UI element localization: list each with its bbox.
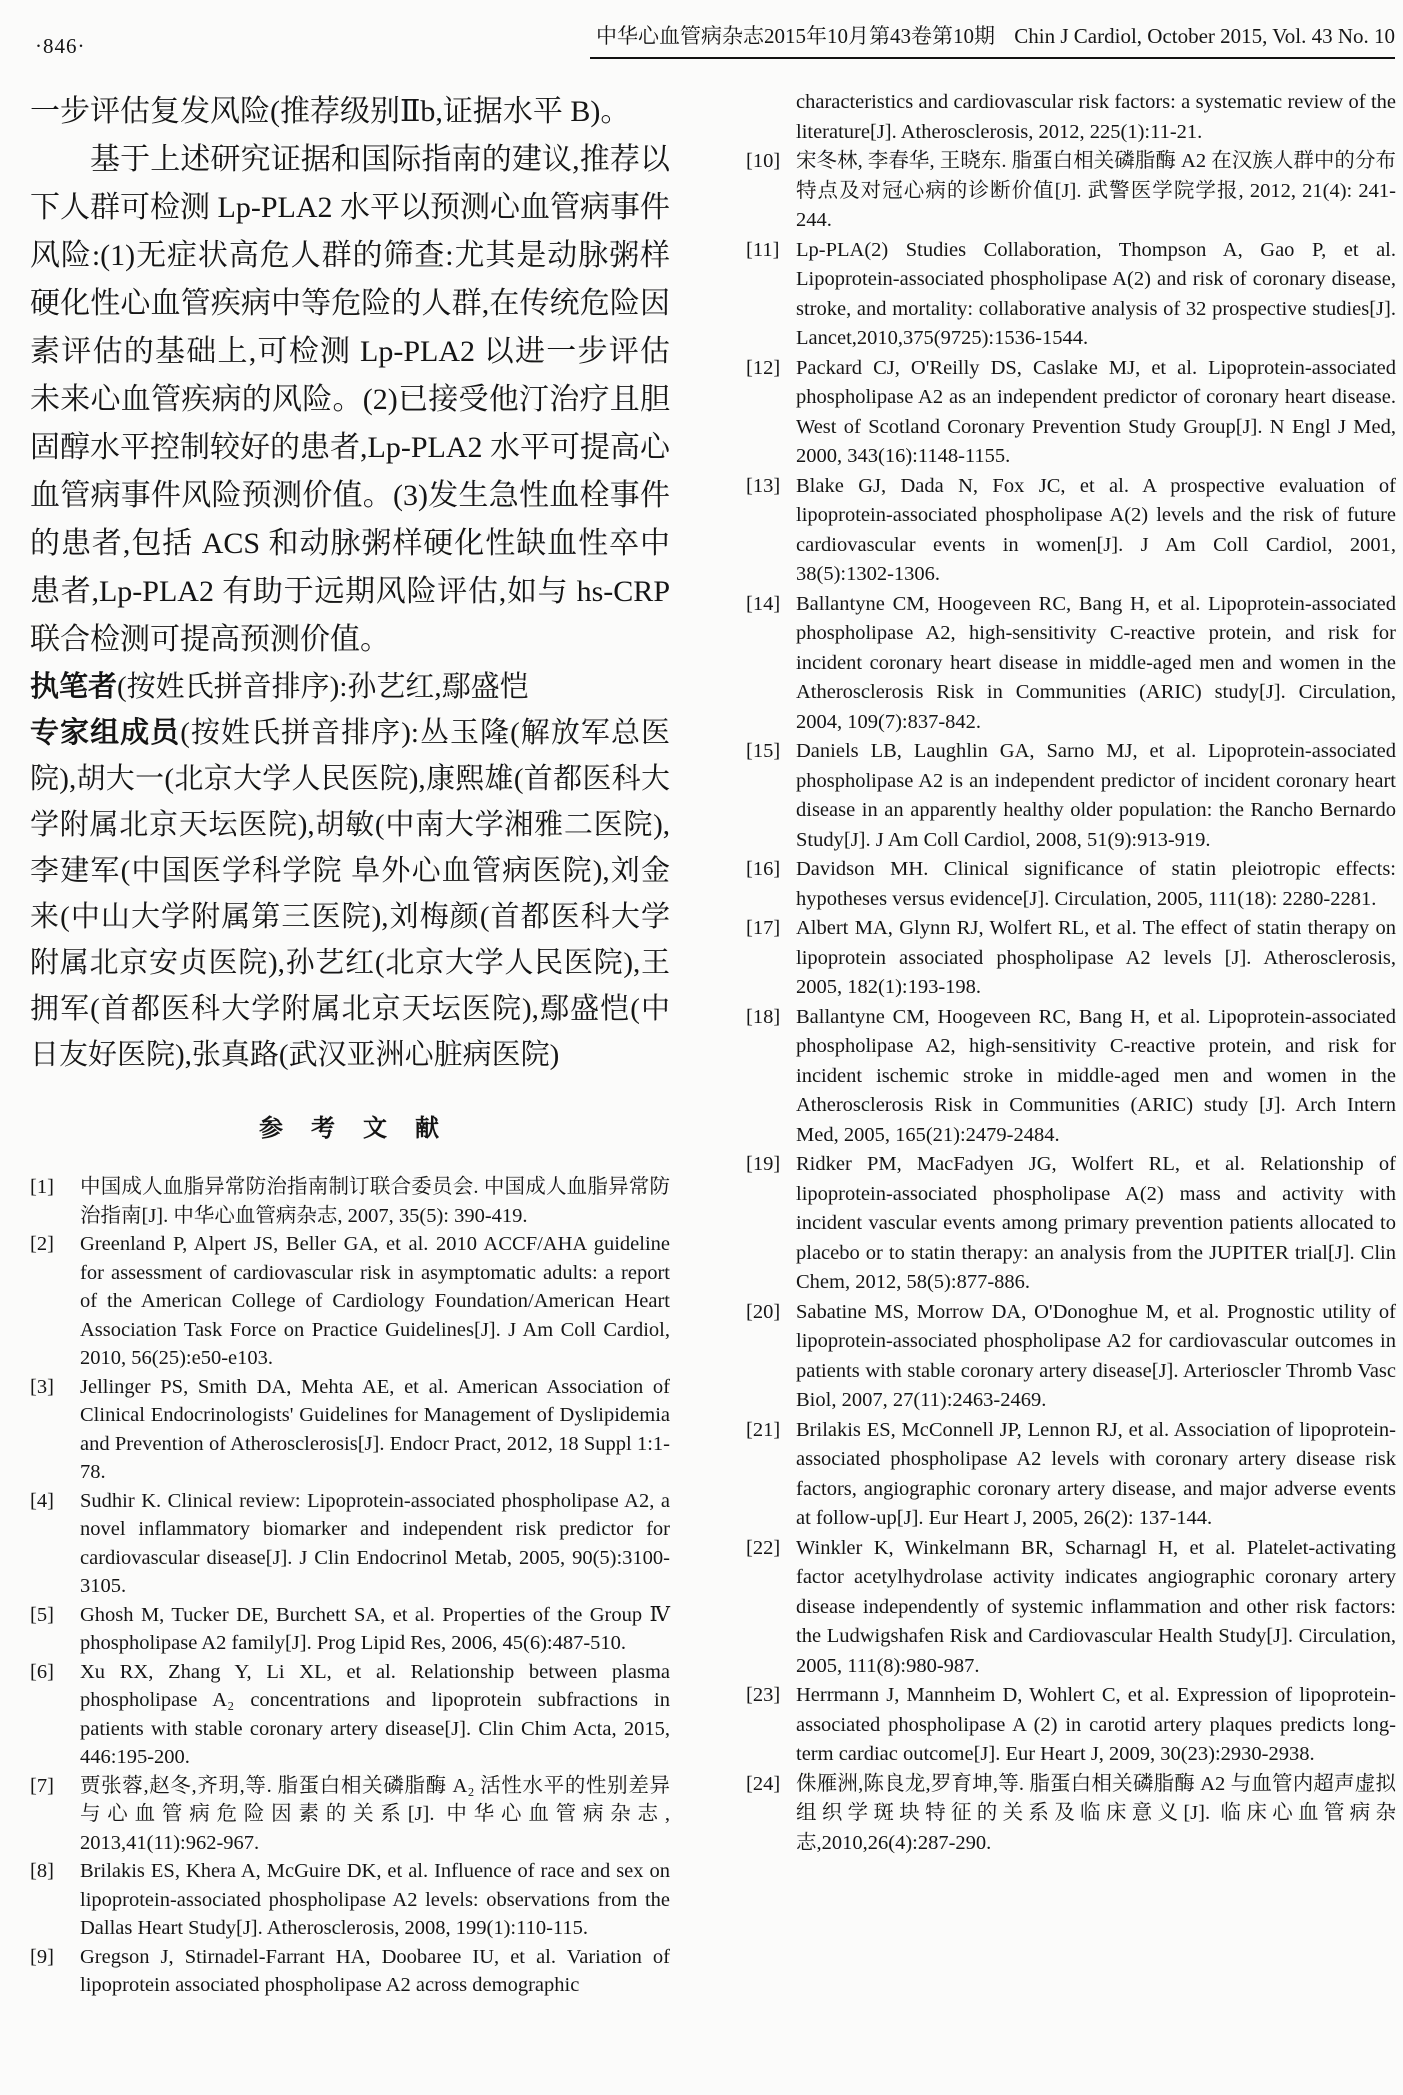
reference-text: Albert MA, Glynn RJ, Wolfert RL, et al. The effect of statin therapy on lipoprotein associated phospholipase A2 levels [J]. Atherosclerosis, 2005, 182(1):193-198. [796, 917, 1396, 998]
reference-text: Packard CJ, O'Reilly DS, Caslake MJ, et al. Lipoprotein-associated phospholipase A2 as an independent predictor of coronary heart disease. West of Scotland Coronary Prevention Study Group[J]. N Engl J Med, 2000, 343(16):1148-1155. [796, 356, 1396, 467]
reference-text: Ridker PM, MacFadyen JG, Wolfert RL, et al. Relationship of lipoprotein-associated phospholipase A(2) mass and activity with incident vascular events among primary prevention patients allocated to placebo or to statin therapy: an analysis from the JUPITER trial[J]. Clin Chem, 2012, 58(5):877-886. [796, 1153, 1396, 1293]
reference-label: [7] [30, 1774, 54, 1797]
reference-label: [10] [746, 150, 781, 172]
reference-text: Sudhir K. Clinical review: Lipoprotein-associated phospholipase A2, a novel inflammatory biomarker and independent risk predictor for cardiovascular disease[J]. J Clin Endocrinol Metab, 2005, 90(5):3100-3105. [80, 1489, 670, 1597]
reference-label: [21] [746, 1418, 781, 1441]
expert-panel-paragraph [30, 710, 670, 1078]
reference-label: [8] [30, 1860, 54, 1882]
reference-text: Sabatine MS, Morrow DA, O'Donoghue M, et al. Prognostic utility of lipoprotein-associated phospholipase A2 for cardiovascular outcomes in patients with stable coronary artery disease[J]. Arterioscler Thromb Vasc Biol, 2007, 27(11):2463-2469. [796, 1300, 1396, 1411]
reference-text: 贾张蓉,赵冬,齐玥,等. 脂蛋白相关磷脂酶 A₂ 活性水平的性别差异与心血管病危险因素的关系[J]. 中华心血管病杂志, 2013,41(11):962-967. [80, 1774, 670, 1854]
reference-item [746, 147, 1396, 236]
reference-text: Herrmann J, Mannheim D, Wohlert C, et al. Expression of lipoprotein-associated phospholipase A (2) in carotid artery plaques predicts long-term cardiac outcome[J]. Eur Heart J, 2009, 30(23):2930-2938. [796, 1684, 1396, 1765]
reference-text: Winkler K, Winkelmann BR, Scharnagl H, et al. Platelet-activating factor acetylhydrolase activity indicates angiographic coronary artery disease independently of systemic inflammation and other risk factors: the Ludwigshafen Risk and Cardiovascular Health Study[J]. Circulation, 2005, 111(8):980-987. [796, 1536, 1396, 1677]
two-column-body [30, 88, 1396, 2095]
reference-text: 侏雁洲,陈良龙,罗育坤,等. 脂蛋白相关磷脂酶 A2 与血管内超声虚拟组织学斑块特征的关系及临床意义[J]. 临床心血管病杂志,2010,26(4):287-290. [796, 1772, 1396, 1854]
reference-item [30, 1943, 670, 2000]
reference-label: [12] [746, 356, 781, 379]
body-paragraph-continuation: 一步评估复发风险(推荐级别Ⅱb,证据水平 B)。 [30, 95, 631, 128]
reference-label: [13] [746, 474, 781, 497]
reference-item [746, 1770, 1396, 1859]
reference-text: Ghosh M, Tucker DE, Burchett SA, et al. Properties of the Group Ⅳ phospholipase A2 family[J]. Prog Lipid Res, 2006, 45(6):487-510. [80, 1603, 670, 1654]
reference-text: Greenland P, Alpert JS, Beller GA, et al. 2010 ACCF/AHA guideline for assessment of cardiovascular risk in asymptomatic adults: a report of the American College of Cardiology Foundation/American Heart Association Task Force on Practice Guidelines[J]. J Am Coll Cardiol, 2010, 56(25):e50-e103. [80, 1233, 670, 1369]
journal-citation-line [590, 20, 1395, 59]
reference-text: 中国成人血脂异常防治指南制订联合委员会. 中国成人血脂异常防治指南[J]. 中华心血管病杂志, 2007, 35(5): 390-419. [80, 1176, 670, 1227]
reference-item [30, 1230, 670, 1373]
reference-text: Ballantyne CM, Hoogeveen RC, Bang H, et al. Lipoprotein-associated phospholipase A2, high-sensitivity C-reactive protein, and risk for incident coronary heart disease in middle-aged men and women in the Atherosclerosis Risk in Communities (ARIC) study[J]. Circulation, 2004, 109(7):837-842. [796, 592, 1396, 733]
reference-label: [18] [746, 1005, 781, 1028]
reference-item [746, 1416, 1396, 1534]
reference-label: [22] [746, 1536, 781, 1559]
reference-item [746, 236, 1396, 354]
reference-item [30, 1487, 670, 1601]
reference-text: Lp-PLA(2) Studies Collaboration, Thompson A, Gao P, et al. Lipoprotein-associated phospholipase A(2) and risk of coronary disease, stroke, and mortality: collaborative analysis of 32 prospective studies[J]. Lancet,2010,375(9725):1536-1544. [796, 238, 1396, 349]
reference-item [746, 472, 1396, 590]
reference-item [30, 1857, 670, 1943]
page-number: ·846· [35, 34, 86, 58]
reference-text: Xu RX, Zhang Y, Li XL, et al. Relationship between plasma phospholipase A₂ concentrations and lipoprotein subfractions in patients with stable coronary artery disease[J]. Clin Chim Acta, 2015, 446:195-200. [80, 1660, 670, 1768]
right-column [746, 88, 1396, 2095]
expert-panel-names: (按姓氏拼音排序):丛玉隆(解放军总医院),胡大一(北京大学人民医院),康熙雄(首都医科大学附属北京天坛医院),胡敏(中南大学湘雅二医院),李建军(中国医学科学院 阜外心血管病医院),刘金来(中山大学附属第三医院),刘梅颜(首都医科大学附属北京安贞医院),孙艺红(北京大学人民医院),王拥军(首都医科大学附属北京天坛医院),鄢盛恺(中日友好医院),张真路(武汉亚洲心脏病医院) [30, 717, 670, 1071]
reference-label: [9] [30, 1945, 54, 1968]
reference-text: Daniels LB, Laughlin GA, Sarno MJ, et al. Lipoprotein-associated phospholipase A2 is an independent predictor of incident coronary heart disease in an apparently healthy older population: the Rancho Bernardo Study[J]. J Am Coll Cardiol, 2008, 51(9):913-919. [796, 740, 1396, 851]
journal-title-en: Chin J Cardiol, October 2015, Vol. 43 No. 10 [1014, 24, 1395, 48]
left-column [30, 88, 670, 2095]
reference-text: Brilakis ES, McConnell JP, Lennon RJ, et al. Association of lipoprotein-associated phospholipase A2 levels with coronary artery disease risk factors, angiographic coronary artery disease, and major adverse events at follow-up[J]. Eur Heart J, 2005, 26(2): 137-144. [796, 1418, 1396, 1529]
reference-label: [15] [746, 740, 781, 762]
reference-item [746, 914, 1396, 1003]
journal-title-cn: 中华心血管病杂志2015年10月第43卷第10期 [596, 24, 996, 48]
reference-label: [20] [746, 1300, 781, 1323]
reference-item [746, 1003, 1396, 1151]
reference-label: [16] [746, 858, 781, 880]
reference-label: [3] [30, 1375, 54, 1398]
reference-label: [6] [30, 1660, 54, 1683]
reference-label: [4] [30, 1489, 54, 1512]
reference-label: [14] [746, 592, 781, 615]
reference-item [746, 1534, 1396, 1682]
reference-item [30, 1772, 670, 1858]
reference-label: [17] [746, 917, 781, 939]
references-heading: 参 考 文 献 [259, 1116, 441, 1142]
reference-text: Davidson MH. Clinical significance of statin pleiotropic effects: hypotheses versus evidence[J]. Circulation, 2005, 111(18): 2280-2281. [796, 858, 1396, 910]
reference-label: [1] [30, 1176, 54, 1198]
writers-label: 执笔者 [30, 671, 118, 703]
expert-panel-label: 专家组成员 [30, 717, 181, 749]
reference-item [746, 590, 1396, 738]
reference-item [746, 1298, 1396, 1416]
body-paragraph-recommendations: 基于上述研究证据和国际指南的建议,推荐以下人群可检测 Lp-PLA2 水平以预测心血管病事件风险:(1)无症状高危人群的筛查:尤其是动脉粥样硬化性心血管疾病中等危险的人群,在传统危险因素评估的基础上,可检测 Lp-PLA2 以进一步评估未来心血管疾病的风险。(2)已接受他汀治疗且胆固醇水平控制较好的患者,Lp-PLA2 水平可提高心血管病事件风险预测价值。(3)发生急性血栓事件的患者,包括 ACS 和动脉粥样硬化性缺血性卒中患者,Lp-PLA2 有助于远期风险评估,如与 hs-CRP 联合检测可提高预测价值。 [30, 143, 670, 656]
reference-label: [23] [746, 1684, 781, 1706]
reference-label: [11] [746, 238, 780, 261]
reference-item [746, 1150, 1396, 1298]
reference-label: [19] [746, 1153, 781, 1175]
page-header [35, 20, 1395, 59]
reference-label: [24] [746, 1772, 781, 1795]
reference-item [746, 855, 1396, 914]
reference-item [746, 1681, 1396, 1770]
reference-text: Brilakis ES, Khera A, McGuire DK, et al. Influence of race and sex on lipoprotein-associated phospholipase A2 levels: observations from the Dallas Heart Study[J]. Atherosclerosis, 2008, 199(1):110-115. [80, 1860, 670, 1939]
reference-text: Jellinger PS, Smith DA, Mehta AE, et al. American Association of Clinical Endocrinologists' Guidelines for Management of Dyslipidemia and Prevention of Atherosclerosis[J]. Endocr Pract, 2012, 18 Suppl 1:1-78. [80, 1375, 670, 1483]
reference-item [746, 354, 1396, 472]
reference-label: [5] [30, 1603, 54, 1626]
reference-text: 宋冬林, 李春华, 王晓东. 脂蛋白相关磷脂酶 A2 在汉族人群中的分布特点及对冠心病的诊断价值[J]. 武警医学院学报, 2012, 21(4): 241-244. [796, 150, 1396, 231]
reference-item [30, 1173, 670, 1230]
writers-line [30, 664, 670, 710]
reference-item [30, 1601, 670, 1658]
reference-item [30, 1658, 670, 1772]
reference-text: Gregson J, Stirnadel-Farrant HA, Doobaree IU, et al. Variation of lipoprotein associated phospholipase A2 across demographic [80, 1945, 670, 1996]
reference-text: Blake GJ, Dada N, Fox JC, et al. A prospective evaluation of lipoprotein-associated phospholipase A(2) levels and the risk of future cardiovascular events in women[J]. J Am Coll Cardiol, 2001, 38(5):1302-1306. [796, 474, 1396, 585]
reference-item [30, 1373, 670, 1487]
reference-9-continuation: characteristics and cardiovascular risk factors: a systematic review of the literature[J]. Atherosclerosis, 2012, 225(1):11-21. [796, 91, 1396, 143]
reference-text: Ballantyne CM, Hoogeveen RC, Bang H, et al. Lipoprotein-associated phospholipase A2, high-sensitivity C-reactive protein, and risk for incident ischemic stroke in middle-aged men and women in the Atherosclerosis Risk in Communities (ARIC) study [J]. Arch Intern Med, 2005, 165(21):2479-2484. [796, 1005, 1396, 1146]
reference-item [746, 737, 1396, 855]
reference-label: [2] [30, 1233, 54, 1255]
writers-names: (按姓氏拼音排序):孙艺红,鄢盛恺 [117, 671, 529, 703]
